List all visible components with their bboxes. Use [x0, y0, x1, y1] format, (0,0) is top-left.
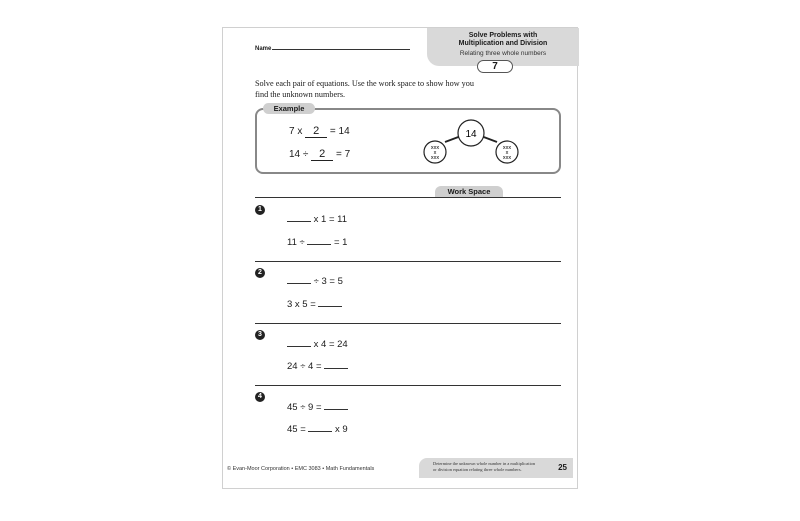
instructions-line1: Solve each pair of equations. Use the work space to show how you: [255, 79, 474, 88]
example-eq2-answer: 2: [311, 148, 333, 161]
footer-standard-box: [419, 458, 573, 478]
problem-2-equation-2: [287, 299, 342, 310]
problem-4-eq2-text: 45 =: [287, 424, 306, 435]
example-tab: Example: [263, 103, 315, 114]
number-bond-diagram: [411, 118, 531, 166]
example-eq2-right: = 7: [335, 149, 351, 160]
problem-4-blank-1[interactable]: [324, 402, 348, 410]
problem-4-badge: 4: [255, 392, 265, 402]
example-eq2-left: 14 ÷: [289, 149, 309, 160]
example-equation-2: [289, 148, 350, 161]
problem-3-eq2-text: 24 ÷ 4 =: [287, 361, 322, 372]
problem-1-eq1-text: x 1 = 11: [313, 214, 348, 225]
work-space-label: Work Space: [435, 186, 503, 197]
problem-3-equation-1: [287, 339, 348, 350]
problem-1-badge: 1: [255, 205, 265, 215]
problem-2-badge: 2: [255, 268, 265, 278]
problem-1-blank-1[interactable]: [287, 214, 311, 222]
problem-3-equation-2: [287, 361, 348, 372]
work-divider-3: [255, 385, 561, 386]
standard-note: [433, 461, 541, 472]
bond-right-marks-3: xxx: [502, 155, 512, 161]
problem-2-eq1-text: ÷ 3 = 5: [313, 276, 343, 287]
bond-right-marks-1: xxx: [502, 145, 512, 151]
instructions: [255, 78, 515, 100]
lesson-title-line1: Solve Problems with: [468, 32, 538, 39]
problem-1-eq2-end: = 1: [334, 237, 348, 248]
example-eq1-left: 7 x: [289, 126, 303, 137]
bond-left-marks-3: xxx: [430, 155, 440, 161]
problem-3-blank-2[interactable]: [324, 361, 348, 369]
problem-1-blank-2[interactable]: [307, 237, 331, 245]
bond-left-marks-2: x: [433, 150, 437, 156]
problem-2-equation-1: [287, 276, 343, 287]
worksheet-page: [222, 27, 578, 489]
name-line: [272, 49, 410, 50]
work-divider-2: [255, 323, 561, 324]
name-label: Name: [255, 46, 272, 52]
problem-3-blank-1[interactable]: [287, 339, 311, 347]
standard-note-line2: or division equation relating three whole numbers.: [433, 466, 522, 472]
bond-whole-value: 14: [465, 129, 477, 140]
problem-1-eq2-text: 11 ÷: [287, 237, 305, 248]
problem-4-equation-2: [287, 424, 348, 435]
lesson-number: 7: [477, 60, 513, 73]
problem-3-badge: 3: [255, 330, 265, 340]
instructions-line2: find the unknown numbers.: [255, 90, 346, 99]
problem-1-equation-2: [287, 237, 347, 248]
example-equation-1: [289, 125, 350, 138]
problem-4-eq2-end: x 9: [335, 424, 348, 435]
lesson-subtitle: Relating three whole numbers: [459, 50, 547, 57]
page-number: 25: [558, 463, 567, 472]
example-eq1-answer: 2: [305, 125, 327, 138]
problem-2-blank-2[interactable]: [318, 299, 342, 307]
problem-2-eq2-text: 3 x 5 =: [287, 299, 316, 310]
standard-note-line1: Determine the unknown whole number in a multiplication: [433, 461, 536, 466]
problem-4-eq1-text: 45 ÷ 9 =: [287, 402, 322, 413]
problem-3-eq1-text: x 4 = 24: [313, 339, 348, 350]
lesson-title: [427, 32, 579, 48]
problem-1-equation-1: [287, 214, 347, 225]
problem-4-equation-1: [287, 402, 348, 413]
problem-2-blank-1[interactable]: [287, 276, 311, 284]
problem-4-blank-2[interactable]: [308, 424, 332, 432]
lesson-title-line2: Multiplication and Division: [458, 40, 548, 47]
example-eq1-right: = 14: [329, 126, 350, 137]
bond-right-marks-2: x: [505, 150, 509, 156]
copyright-footer: © Evan-Moor Corporation • EMC 3083 • Math Fundamentals: [227, 466, 375, 472]
work-divider-1: [255, 261, 561, 262]
work-divider-top: [255, 197, 561, 198]
bond-left-marks-1: xxx: [430, 145, 440, 151]
